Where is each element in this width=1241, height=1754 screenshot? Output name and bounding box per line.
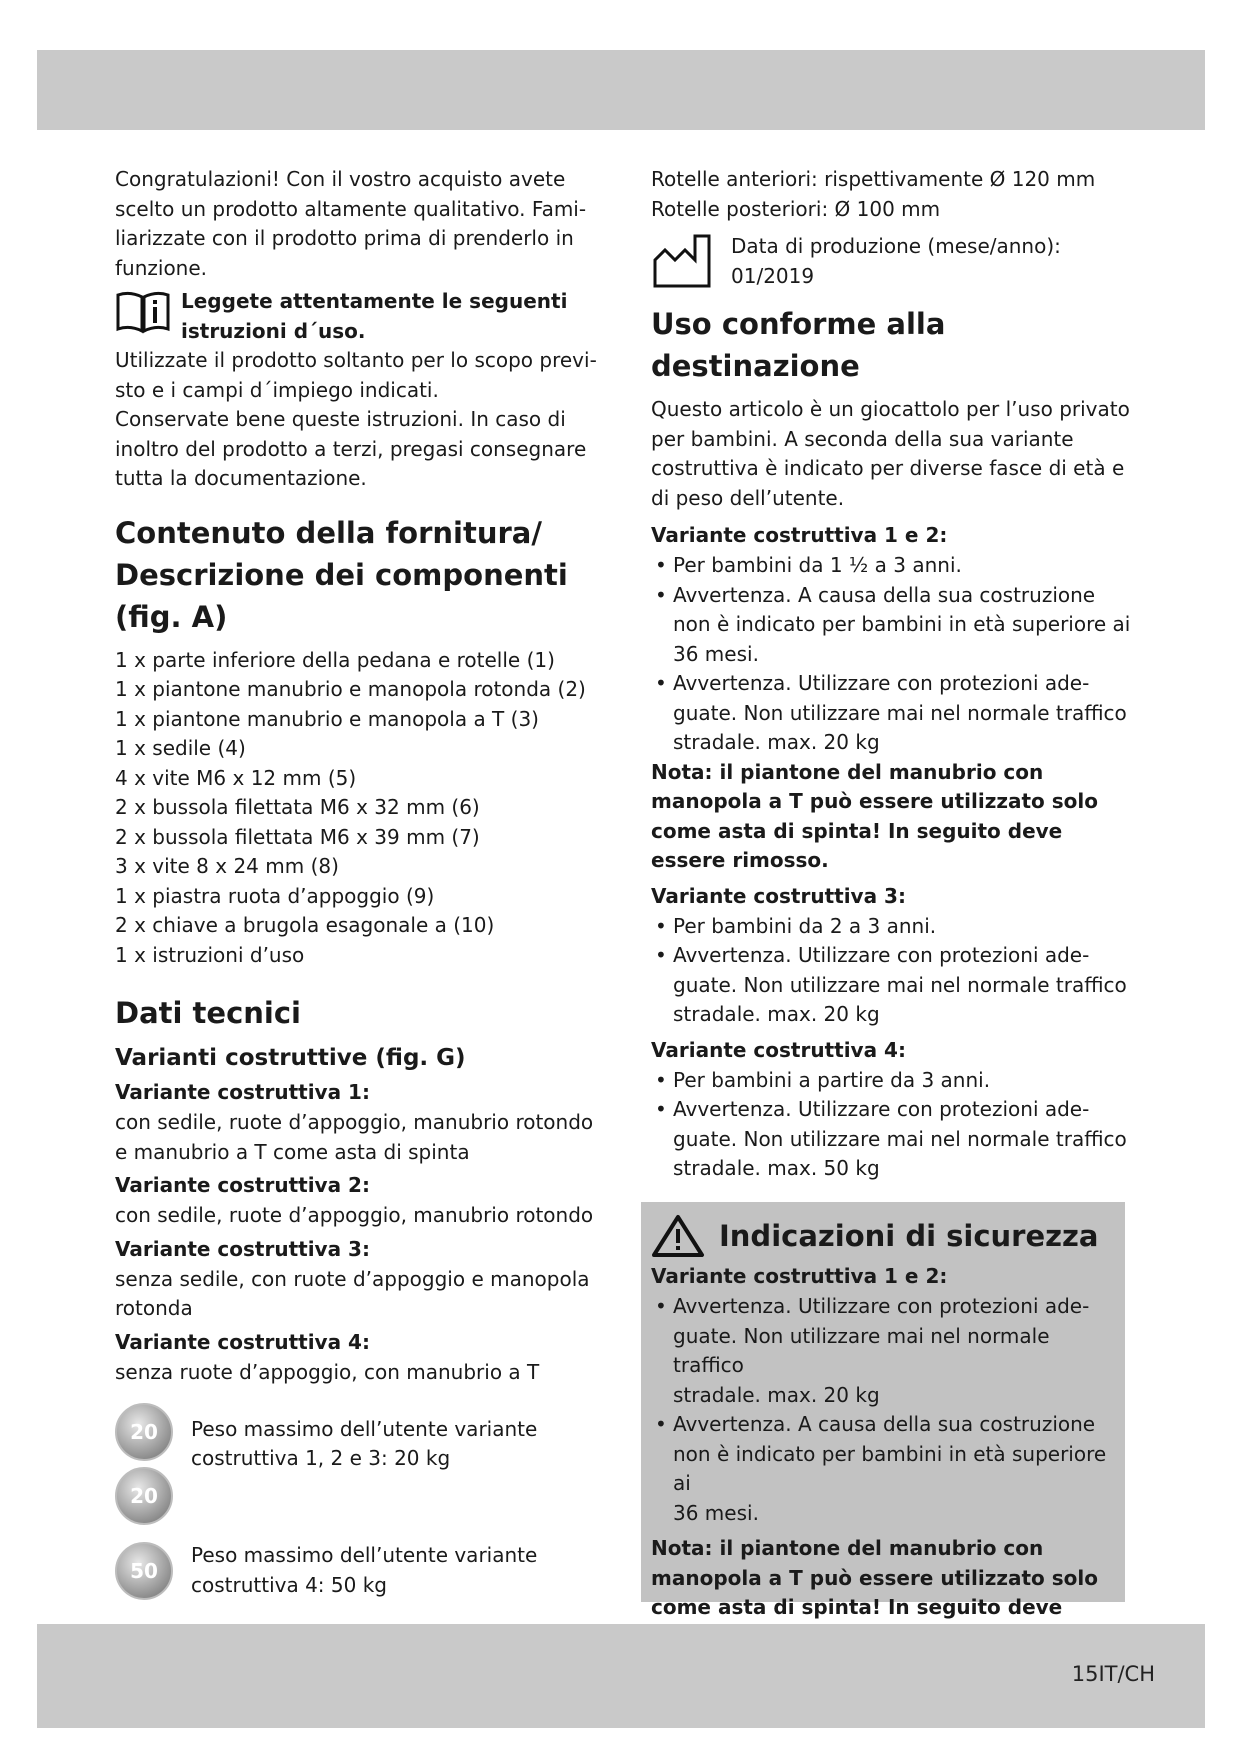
weight-limit-50 xyxy=(115,1541,605,1600)
safety-heading: Indicazioni di sicurezza xyxy=(651,1214,1115,1258)
footer-band xyxy=(37,1624,1205,1728)
v4-heading: Variante costruttiva 4: xyxy=(115,1329,370,1354)
list-item: • Per bambini da 1 ½ a 3 anni. xyxy=(651,551,1131,581)
safety-list xyxy=(651,1292,1115,1528)
info-notice-text: Leggete attentamente le seguenti istruzioni d´uso. xyxy=(181,289,568,343)
safety-box xyxy=(641,1202,1125,1619)
contents-heading: Contenuto della fornitura/ Descrizione dei componenti (fig. A) xyxy=(115,515,568,634)
rv3-list xyxy=(651,912,1131,1030)
v2-heading: Variante costruttiva 2: xyxy=(115,1173,370,1197)
contents-list: 1 x parte inferiore della pedana e rotelle (1) 1 x piantone manubrio e manopola rotonda (2) 1 x piantone manubrio e manopola a T (3) 1 x sedile (4) 4 x vite M6 x 12 mm (5) 2 x bussola filettata M6 x 32 mm (6) 2 x bussola filettata M6 x 39 mm (7) 3 x vite 8 x 24 mm (8) 1 x piastra ruota d’appoggio (9) 2 x chiave a brugola esagonale a (10) 1 x istruzioni d’uso xyxy=(115,647,586,967)
list-item: • Avvertenza. Utilizzare con protezioni ade- guate. Non utilizzare mai nel normale traffico stradale. max. 50 kg xyxy=(651,1095,1131,1184)
rv4-heading: Variante costruttiva 4: xyxy=(651,1037,906,1062)
v3-heading: Variante costruttiva 3: xyxy=(115,1236,370,1261)
rv12-list xyxy=(651,551,1131,758)
production-date xyxy=(651,232,1131,291)
safety-note: Nota: il piantone del manubrio con manopola a T può essere utilizzato solo come asta di spinta! In seguito deve xyxy=(651,1536,1098,1619)
weight-50-badge-icon: 50 xyxy=(115,1542,173,1600)
production-date-text: Data di produzione (mese/anno): 01/2019 xyxy=(731,234,1061,288)
intro-text: Congratulazioni! Con il vostro acquisto avete scelto un prodotto altamente qualitativo. Fami- liarizzate con il prodotto prima di prenderlo in funzione. xyxy=(115,167,587,280)
header-band xyxy=(37,50,1205,130)
v1-heading: Variante costruttiva 1: xyxy=(115,1080,370,1104)
v3-text: senza sedile, con ruote d’appoggio e manopola rotonda xyxy=(115,1266,590,1320)
list-item: • Per bambini a partire da 3 anni. xyxy=(651,1066,1131,1096)
weight-20-badge-icon: 20 xyxy=(115,1403,173,1461)
list-item: • Avvertenza. Utilizzare con protezioni ade- guate. Non utilizzare mai nel normale traffico stradale. max. 20 kg xyxy=(651,941,1131,1030)
variants-heading: Varianti costruttive (fig. G) xyxy=(115,1045,466,1071)
wheels-text: Rotelle anteriori: rispettivamente Ø 120 mm Rotelle posteriori: Ø 100 mm xyxy=(651,167,1096,221)
list-item: • Per bambini da 2 a 3 anni. xyxy=(651,912,1131,942)
right-column xyxy=(651,165,1131,1184)
list-item: • Avvertenza. A causa della sua costruzione non è indicato per bambini in età superiore ai 36 mesi. xyxy=(651,1410,1115,1528)
left-column xyxy=(115,165,605,1600)
rv3-heading: Variante costruttiva 3: xyxy=(651,883,906,908)
tech-heading: Dati tecnici xyxy=(115,996,301,1030)
list-item: • Avvertenza. Utilizzare con protezioni ade- guate. Non utilizzare mai nel normale traffico stradale. max. 20 kg xyxy=(651,669,1131,758)
safety-v12-heading: Variante costruttiva 1 e 2: xyxy=(651,1264,948,1288)
warning-triangle-icon xyxy=(651,1214,705,1258)
intended-use-heading: Uso conforme alla destinazione xyxy=(651,307,946,383)
weight-limit-50-text: Peso massimo dell’utente variante costruttiva 4: 50 kg xyxy=(191,1543,538,1597)
rv12-heading: Variante costruttiva 1 e 2: xyxy=(651,523,948,547)
factory-production-date-icon xyxy=(651,232,715,290)
info-notice xyxy=(115,287,605,346)
weight-limit-20 xyxy=(115,1403,605,1525)
v1-text: con sedile, ruote d’appoggio, manubrio rotondo e manubrio a T come asta di spinta xyxy=(115,1110,594,1164)
rv4-list xyxy=(651,1066,1131,1184)
v2-text: con sedile, ruote d’appoggio, manubrio rotondo xyxy=(115,1203,594,1227)
book-info-icon xyxy=(115,287,171,335)
v4-text: senza ruote d’appoggio, con manubrio a T xyxy=(115,1359,540,1384)
weight-20-badge-icon: 20 xyxy=(115,1467,173,1525)
page-number: 15IT/CH xyxy=(1071,1662,1155,1686)
intended-use-text: Questo articolo è un giocattolo per l’uso privato per bambini. A seconda della sua variante costruttiva è indicato per diverse fasce di età e di peso dell’utente. xyxy=(651,397,1130,510)
list-item: • Avvertenza. A causa della sua costruzione non è indicato per bambini in età superiore ai 36 mesi. xyxy=(651,581,1131,670)
list-item: • Avvertenza. Utilizzare con protezioni ade- guate. Non utilizzare mai nel normale traffico stradale. max. 20 kg xyxy=(651,1292,1115,1410)
weight-limit-20-text: Peso massimo dell’utente variante costruttiva 1, 2 e 3: 20 kg xyxy=(191,1416,538,1470)
push-bar-note: Nota: il piantone del manubrio con manopola a T può essere utilizzato solo come asta di spinta! In seguito deve essere rimosso. xyxy=(651,759,1098,872)
usage-text: Utilizzate il prodotto soltanto per lo scopo previ- sto e i campi d´impiego indicati. Conservate bene queste istruzioni. In caso di inoltro del prodotto a terzi, pregasi consegnare tutta la documentazione. xyxy=(115,348,597,490)
